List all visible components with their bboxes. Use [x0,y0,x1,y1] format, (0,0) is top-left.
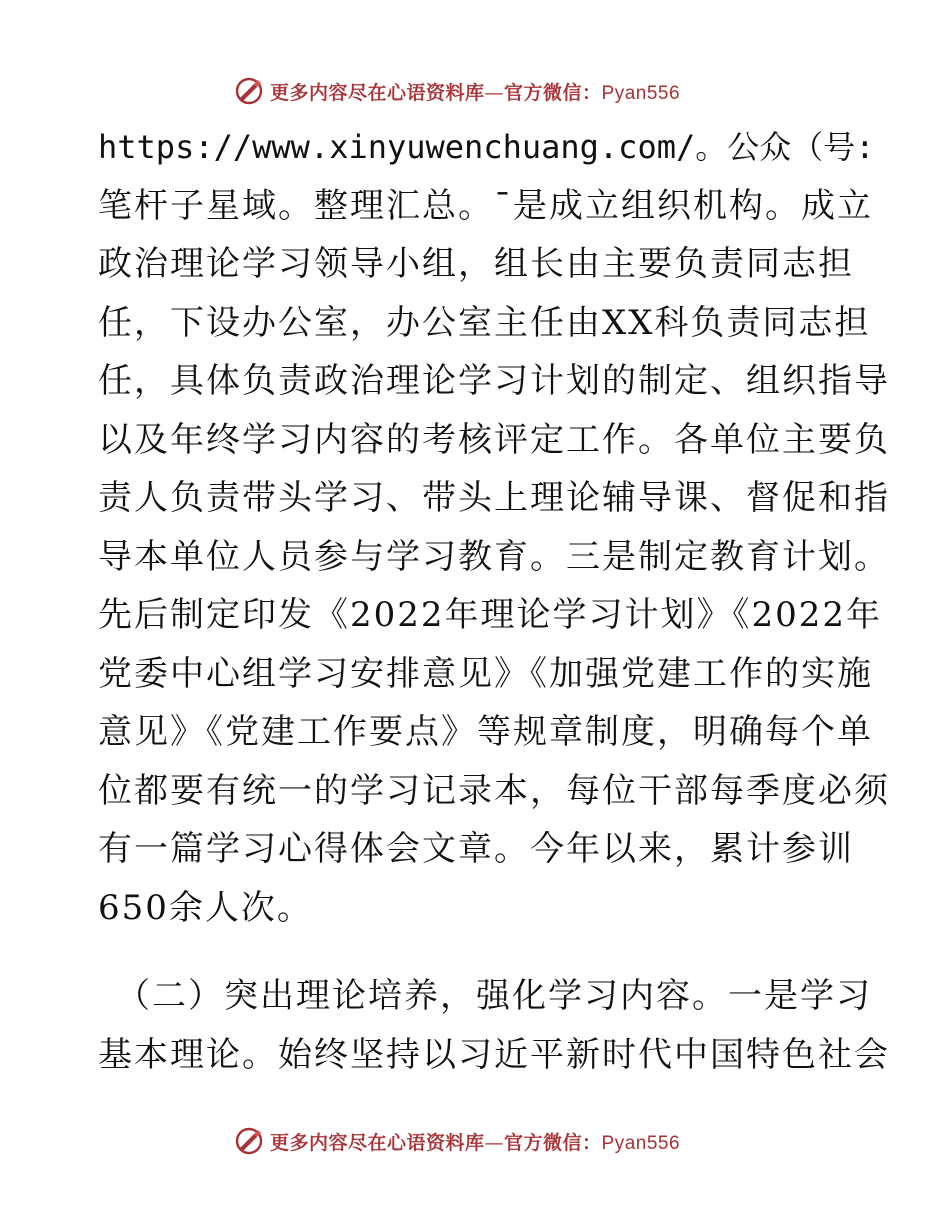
document-body [98,118,890,1084]
text-line: 650余人次。 [98,887,313,928]
text-line: 基本理论。始终坚持以习近平新时代中国特色社会 [98,1034,890,1075]
watermark-header [234,74,680,108]
text-line: 任，具体负责政治理论学习计划的制定、组织指导 [98,361,890,401]
watermark-footer [234,1124,680,1158]
section-heading-line: （二）突出理论培养，强化学习内容。一是学习 [116,976,872,1016]
paragraph-spacer [98,937,858,967]
text-line: 任，下设办公室，办公室主任由XX科负责同志担 [98,302,871,343]
text-line: 以及年终学习内容的考核评定工作。各单位主要负 [98,419,890,460]
paragraph [98,967,890,1084]
text-line: 有一篇学习心得体会文章。今年以来，累计参训 [98,829,854,869]
text-line: 党委中心组学习安排意见》《加强党建工作的实施 [98,653,873,694]
paragraph [98,118,890,937]
watermark-text: 更多内容尽在心语资料库—官方微信：Pyan556 [270,81,681,104]
text-line: 先后制定印发《2022年理论学习计划》《2022年 [98,595,883,635]
text-line: 位都要有统一的学习记录本，每位干部每季度必须 [98,770,890,811]
text-line: 政治理论学习领导小组，组长由主要负责同志担 [98,244,854,284]
text-line: 责人负责带头学习、带头上理论辅导课、督促和指 [98,478,890,518]
text-line: 意见》《党建工作要点》等规章制度，明确每个单 [98,712,873,752]
text-line: 笔杆子星域。整理汇总。¯是成立组织机构。成立 [98,185,873,226]
text-line: 导本单位人员参与学习教育。三是制定教育计划。 [98,536,890,577]
text-line: https://www.xinyuwenchuang.com/。公众（号: [98,128,875,166]
watermark-text: 更多内容尽在心语资料库—官方微信：Pyan556 [270,1131,681,1154]
pen-circle-logo-icon [234,1126,264,1156]
pen-circle-logo-icon [234,76,264,106]
